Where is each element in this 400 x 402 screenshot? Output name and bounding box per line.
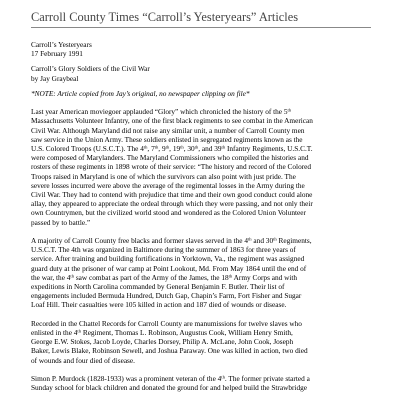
text-run: Army Corps and with [232, 272, 298, 282]
text-line: of wounds and four died of disease. [31, 355, 135, 365]
text-line [31, 144, 373, 153]
text-run: , and 39 [198, 144, 222, 154]
ordinal-suffix: th [287, 107, 292, 113]
text-line: Loaf Hill. Their casualties were 105 killed in action and 187 died of wounds or disease. [31, 300, 287, 310]
text-line: expeditions in North Carolina commanded by General Benjamin F. Butler. Their list of [31, 282, 285, 292]
column-meta [31, 40, 373, 58]
article-body [31, 40, 373, 402]
text-run: , 9 [158, 144, 166, 154]
text-line: saw service in the Union Army. These soldiers enlisted in segregated regiments known as the [31, 134, 303, 144]
text-line [31, 374, 373, 383]
text-line: George E.W. Stokes, Jacob Loyde, Charles Dorsey, Philip A. McLane, John Cook, Joseph [31, 337, 294, 347]
page-title: Carroll County Times “Carroll’s Yesteryears” Articles [31, 10, 299, 24]
text-run: , 30 [183, 144, 195, 154]
ordinal-suffix: th [221, 374, 225, 380]
text-line: passed by to battle.” [31, 217, 91, 227]
text-run: enlisted in the 4 [31, 328, 78, 338]
text-run: Simon P. Murdock (1828-1933) was a prominent veteran of the 4 [31, 374, 222, 384]
title-underline [31, 27, 371, 28]
ordinal-suffix: th [154, 144, 159, 150]
text-line [31, 236, 373, 245]
text-line: service. After training and building fortifications in Yorktown, Va., the regiment was assigned [31, 254, 305, 264]
text-run: Infantry Regiments, U.S.C.T. [225, 144, 313, 154]
column-name: Carroll’s Yesteryears [31, 40, 92, 49]
text-run: and 30 [251, 236, 274, 246]
text-line: Baker, Lewis Blake, Robinson Sewell, and Joshua Paraway. One was killed in action, two died [31, 346, 308, 356]
text-line: Sunday school for black children and donated the ground for and helped build the Strawbridge [31, 383, 307, 393]
text-line: Massachusetts Volunteer Infantry, one of the first black regiments to see combat in the American [31, 116, 313, 126]
text-line: severe losses incurred were above the average of the regimental losses in the Army during the [31, 180, 305, 190]
ordinal-suffix: th [248, 236, 252, 242]
text-line: Civil War. They had to contend with prejudice that time and their own good conduct could alone [31, 190, 313, 200]
text-run: , 19 [169, 144, 181, 154]
ordinal-suffix: th [77, 328, 81, 334]
text-run: Regiment, Thomas L. Robinson, Augustus Cook, William Henry Smith, [81, 328, 293, 338]
paragraph-2 [31, 236, 373, 310]
text-line: Recorded in the Chattel Records for Carroll County are manumissions for twelve slaves who [31, 318, 302, 328]
ordinal-suffix: th [273, 236, 277, 242]
column-date: 17 February 1991 [31, 49, 83, 59]
text-run: . The former private started a [224, 374, 310, 384]
ordinal-suffix: th [143, 144, 148, 150]
article-heading [31, 64, 373, 82]
text-run: saw combat as part of the Army of the James, the 18 [74, 272, 229, 282]
text-run: the war, the 4 [31, 272, 71, 282]
text-line: rosters of these regiments in 1898 wrote of their service: “The history and record of the Colored [31, 162, 312, 172]
text-line: Civil War. Although Maryland did not raise any similar unit, a number of Carroll County men [31, 125, 305, 135]
text-run: U.S. Colored Troops (U.S.C.T.). The 4 [31, 144, 144, 154]
paragraph-4 [31, 374, 373, 392]
text-run: A majority of Carroll County free blacks and former slaves served in the 4 [31, 236, 249, 246]
ordinal-suffix: th [70, 273, 74, 279]
article-note: *NOTE: Article copied from Jay’s original, no newspaper clipping on file* [31, 88, 250, 98]
paragraph-3 [31, 319, 373, 365]
text-line: guard duty at the prisoner of war camp at Point Lookout, Md. From May 1864 until the end of [31, 263, 307, 273]
ordinal-suffix: th [165, 144, 170, 150]
text-run: Regiments, [276, 236, 312, 246]
text-line: engagements included Bermuda Hundred, Dutch Gap, Chapin’s Farm, Fort Fisher and Sugar [31, 291, 302, 301]
text-run: Last year American moviegoer applauded “Glory” which chronicled the history of the 5 [31, 107, 288, 117]
article-headline: Carroll’s Glory Soldiers of the Civil War [31, 64, 150, 74]
text-line: Troops raised in Maryland is one of which the survivors can also point with just pride. The [31, 171, 296, 181]
text-line: U.S.C.T. The 4th was organized in Baltimore during the summer of 1863 for three years of [31, 245, 296, 255]
text-line: own Countrymen, but the civilized world stood and wondered as the Colored Union Volunteer [31, 208, 306, 218]
ordinal-suffix: th [228, 273, 233, 279]
ordinal-suffix: th [180, 144, 184, 150]
text-line: were composed of Marylanders. The Maryland Commissioners who compiled the histories and [31, 153, 309, 163]
text-run: , 7 [147, 144, 155, 154]
ordinal-suffix: th [194, 144, 199, 150]
text-line [31, 273, 373, 282]
article-byline: by Jay Graybeal [31, 73, 79, 83]
text-line: allay, they appeared to appreciate the ordeal through which they were passing, and not only their [31, 199, 313, 209]
paragraph-1 [31, 107, 373, 227]
ordinal-suffix: th [221, 144, 226, 150]
text-line [31, 328, 373, 337]
